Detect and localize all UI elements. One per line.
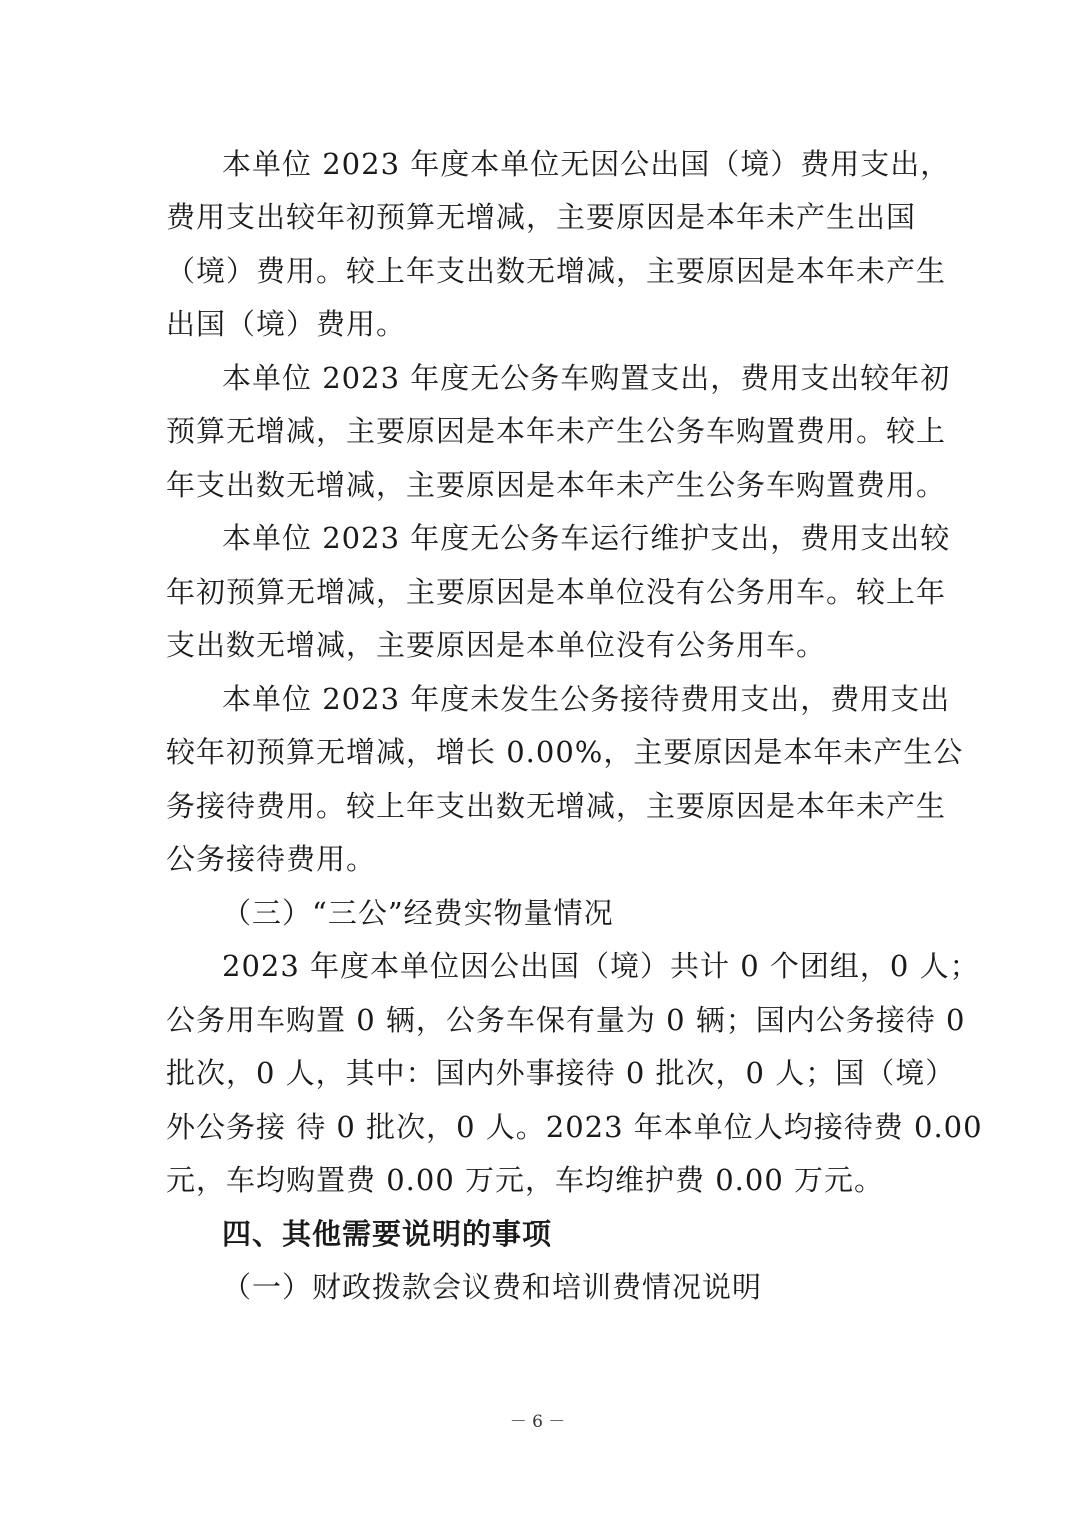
paragraph-line: 费用支出较年初预算无增减，主要原因是本年未产生出国: [166, 200, 917, 234]
paragraph-line: （境）费用。较上年支出数无增减，主要原因是本年未产生: [166, 254, 947, 288]
paragraph-line: 元，车均购置费 0.00 万元，车均维护费 0.00 万元。: [166, 1163, 885, 1197]
paragraph-line: 年支出数无增减，主要原因是本年未产生公务车购置费用。: [166, 468, 947, 502]
paragraph-line: 预算无增减，主要原因是本年未产生公务车购置费用。较上: [166, 414, 947, 448]
paragraph-line: 较年初预算无增减，增长 0.00%，主要原因是本年未产生公: [166, 735, 964, 769]
paragraph-line: 外公务接 待 0 批次，0 人。2023 年本单位人均接待费 0.00: [166, 1110, 983, 1144]
paragraph-line: 公务接待费用。: [166, 842, 377, 876]
paragraph-line: 本单位 2023 年度无公务车购置支出，费用支出较年初: [222, 361, 951, 395]
paragraph-line: 本单位 2023 年度未发生公务接待费用支出，费用支出: [222, 682, 951, 716]
section-heading: 四、其他需要说明的事项: [222, 1217, 553, 1251]
paragraph-line: 本单位 2023 年度本单位无因公出国（境）费用支出，: [222, 147, 951, 181]
section-subheading: （一）财政拨款会议费和培训费情况说明: [222, 1270, 763, 1304]
paragraph-line: 务接待费用。较上年支出数无增减，主要原因是本年未产生: [166, 789, 947, 823]
paragraph-line: 公务用车购置 0 辆，公务车保有量为 0 辆；国内公务接待 0: [166, 1003, 966, 1037]
section-subheading: （三）“三公”经费实物量情况: [222, 896, 614, 930]
page-number: － 6 －: [509, 1412, 566, 1432]
paragraph-line: 2023 年度本单位因公出国（境）共计 0 个团组，0 人；: [222, 949, 980, 983]
paragraph-line: 出国（境）费用。: [166, 307, 407, 341]
paragraph-line: 支出数无增减，主要原因是本单位没有公务用车。: [166, 628, 827, 662]
paragraph-line: 批次，0 人，其中：国内外事接待 0 批次，0 人；国（境）: [166, 1056, 956, 1090]
paragraph-line: 年初预算无增减，主要原因是本单位没有公务用车。较上年: [166, 575, 947, 609]
paragraph-line: 本单位 2023 年度无公务车运行维护支出，费用支出较: [222, 521, 951, 555]
